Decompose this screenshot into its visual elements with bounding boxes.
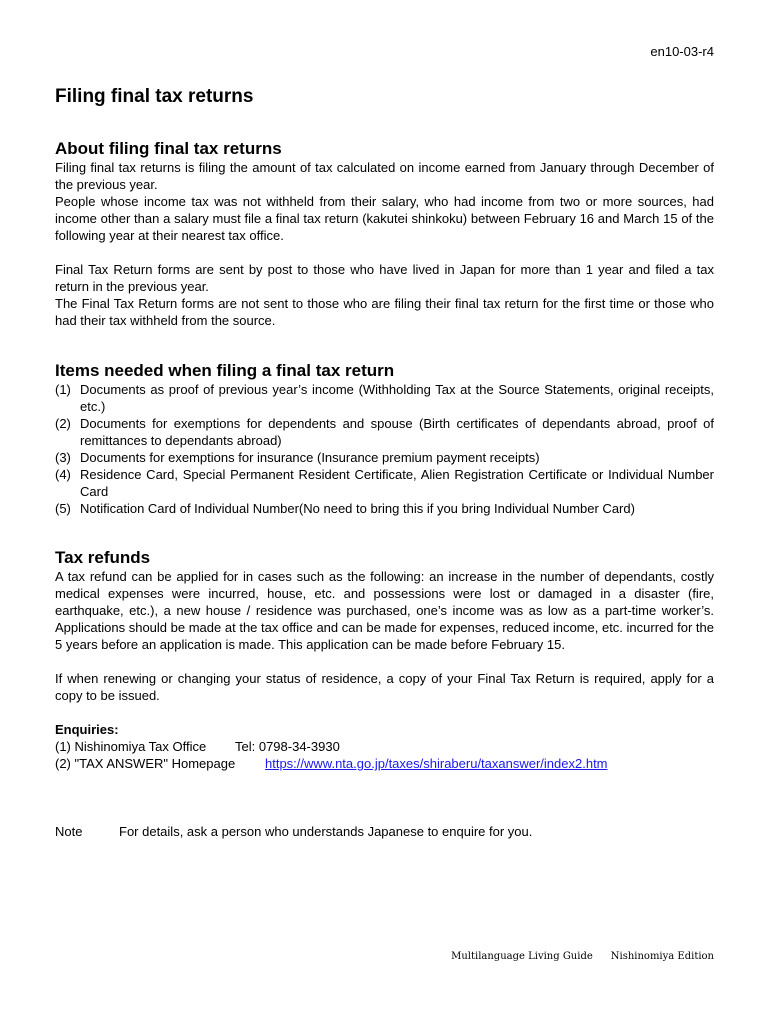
enquiries-block [55, 721, 714, 772]
list-item-text: Documents for exemptions for dependents and spouse (Birth certificates of dependants abroad, proof of remittances to dependants abroad) [80, 416, 714, 448]
footer-guide-name: Multilanguage Living Guide [451, 951, 593, 962]
tax-answer-link[interactable]: https://www.nta.go.jp/taxes/shiraberu/taxanswer/index2.htm [265, 756, 608, 771]
about-heading: About filing final tax returns [55, 139, 282, 158]
enquiry-office-tel: Tel: 0798-34-3930 [235, 739, 340, 754]
enquiry-homepage-label: (2) "TAX ANSWER" Homepage [55, 756, 236, 771]
items-needed-heading: Items needed when filing a final tax return [55, 361, 395, 380]
items-needed-list [55, 381, 714, 517]
list-item [55, 449, 714, 466]
list-item-number: (4) [55, 467, 71, 482]
list-item-text: Notification Card of Individual Number(No need to bring this if you bring Individual Number Card) [80, 501, 635, 516]
document-code: en10-03-r4 [650, 44, 714, 59]
refunds-paragraph: If when renewing or changing your status of residence, a copy of your Final Tax Return is required, apply for a copy to be issued. [55, 671, 714, 703]
list-item-text: Documents as proof of previous year’s income (Withholding Tax at the Source Statements, original receipts, etc.) [80, 382, 714, 414]
enquiry-office-row [55, 738, 714, 755]
list-item [55, 415, 714, 449]
list-item-number: (1) [55, 382, 71, 397]
page-footer [451, 950, 714, 964]
document-page [55, 0, 714, 1024]
about-paragraph: Final Tax Return forms are sent by post to those who have lived in Japan for more than 1 year and filed a tax return in the previous year. [55, 262, 714, 294]
list-item-text: Residence Card, Special Permanent Resident Certificate, Alien Registration Certificate or Individual Number Card [80, 467, 714, 499]
about-paragraph: The Final Tax Return forms are not sent to those who are filing their final tax return for the first time or those who had their tax withheld from the source. [55, 296, 714, 328]
list-item-text: Documents for exemptions for insurance (Insurance premium payment receipts) [80, 450, 540, 465]
list-item [55, 381, 714, 415]
enquiries-title: Enquiries: [55, 722, 119, 737]
list-item-number: (5) [55, 501, 71, 516]
list-item [55, 500, 714, 517]
tax-refunds-section [55, 548, 714, 704]
refunds-paragraph: A tax refund can be applied for in cases such as the following: an increase in the number of dependants, costly medical expenses were incurred, house, etc. and possessions were lost or damaged in a disaster (fire, earthquake, etc.), a new house / residence was purchased, one’s income was as low as a part-time worker’s. Applications should be made at the tax office and can be made for expenses, reduced income, etc. incurred for the 5 years before an application is made. This application can be made before February 15. [55, 569, 714, 652]
about-paragraph: Filing final tax returns is filing the amount of tax calculated on income earned from January through December of the previous year. [55, 160, 714, 192]
items-needed-section [55, 361, 714, 517]
enquiry-homepage-row [55, 755, 714, 772]
enquiry-office-label: (1) Nishinomiya Tax Office [55, 739, 207, 754]
list-item [55, 466, 714, 500]
tax-refunds-heading: Tax refunds [55, 548, 151, 567]
note-text: For details, ask a person who understands Japanese to enquire for you. [119, 824, 533, 839]
note-block [55, 823, 532, 840]
note-label: Note [55, 824, 83, 839]
about-section [55, 139, 714, 329]
list-item-number: (2) [55, 416, 71, 431]
about-paragraph: People whose income tax was not withheld from their salary, who had income from two or more sources, had income other than a salary must file a final tax return (kakutei shinkoku) between February 16 and March 15 of the following year at their nearest tax office. [55, 194, 714, 243]
footer-edition: Nishinomiya Edition [610, 951, 714, 962]
list-item-number: (3) [55, 450, 71, 465]
page-title: Filing final tax returns [55, 86, 254, 107]
